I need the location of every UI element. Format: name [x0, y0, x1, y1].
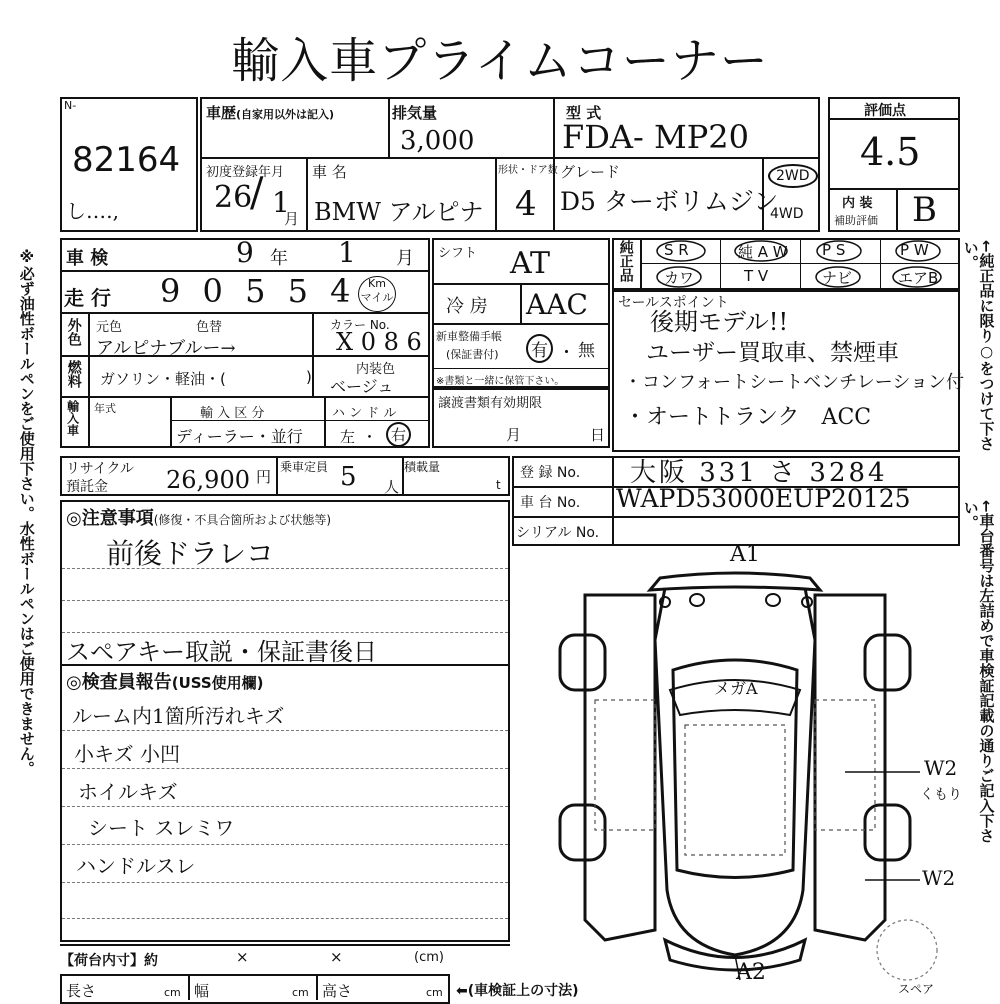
manual-label-2: (保証書付)	[446, 348, 499, 361]
dim-length: 長さ	[66, 982, 97, 1000]
stock-prefix: N-	[64, 99, 77, 112]
grade-4wd: 4WD	[770, 206, 804, 222]
recycle-label-2: 預託金	[66, 479, 108, 495]
inspector-line-0: ルーム内1箇所汚れキズ	[72, 704, 285, 728]
genuine-row1-2: P S	[822, 241, 846, 259]
inspector-line-3: シート スレミワ	[88, 816, 235, 840]
diagram-spare: スペア	[898, 982, 935, 996]
ext-color-change: 色替	[196, 320, 223, 335]
diagram-mega: メガA	[714, 679, 758, 698]
mileage-label: 走 行	[64, 286, 111, 310]
manual-yes: 有	[526, 334, 553, 363]
dim-height: 高さ	[322, 982, 353, 1000]
int-color-label: 内装色	[356, 362, 396, 377]
aircon-value: AAC	[526, 288, 588, 321]
registration-value: 大阪 331 さ 3284	[630, 458, 888, 488]
handle-dot: ・	[362, 428, 378, 446]
first-reg-month: 1	[272, 186, 290, 219]
dims-note: ⬅(車検証上の寸法)	[456, 983, 579, 999]
cargo-unit: (cm)	[414, 950, 444, 965]
transfer-month: 月	[506, 426, 522, 444]
import-year-label: 年式	[94, 402, 116, 415]
fuel-options: ガソリン・軽油・(	[100, 370, 226, 388]
sales-line-0: 後期モデル!!	[650, 308, 789, 336]
dim-height-cm: cm	[426, 986, 443, 999]
aircon-label: 冷 房	[446, 296, 488, 317]
grade-label: グレード	[560, 163, 621, 181]
handle-left: 左	[340, 428, 356, 446]
shaken-year-value: 9	[236, 236, 254, 269]
int-color-value: ベージュ	[330, 377, 394, 396]
shaken-label: 車 検	[66, 248, 109, 269]
manual-note: ※書類と一緒に保管下さい。	[436, 376, 565, 387]
history-label: 車歴(自家用以外は記入)	[206, 104, 335, 122]
doors-label: 形状・ドア数	[498, 165, 558, 176]
dim-width: 幅	[194, 982, 210, 1000]
color-no-value: X 0 8 6	[336, 328, 422, 356]
genuine-label: 純正品	[617, 240, 634, 282]
fuel-close: )	[306, 368, 312, 386]
sales-line-3: ・オートトランク ACC	[624, 405, 872, 430]
cargo-x2: ×	[330, 948, 343, 966]
car-diagram	[545, 550, 960, 990]
inspector-label: ◎検査員報告(USS使用欄)	[66, 672, 264, 693]
inspector-line-1: 小キズ 小凹	[74, 742, 180, 766]
ext-color-orig: 元色	[96, 320, 123, 335]
doors-value: 4	[515, 184, 537, 224]
genuine-row1-1: 純 A W	[738, 243, 788, 261]
transfer-label: 譲渡書類有効期限	[438, 396, 543, 411]
side-note-left: ※必ず油性ボールペンをご使用下さい。水性ボールペンはご使用できません。	[17, 248, 36, 776]
model-label: 型 式	[566, 104, 602, 122]
diagram-a1: A1	[730, 542, 760, 567]
rating-value: 4.5	[860, 130, 921, 174]
manual-no: 無	[578, 341, 595, 361]
recycle-label-1: リサイクル	[66, 461, 135, 477]
grade-2wd: 2WD	[768, 164, 818, 188]
inspector-line-4: ハンドルスレ	[76, 854, 196, 878]
capacity-value: 5	[340, 462, 357, 492]
cargo-x1: ×	[236, 948, 249, 966]
recycle-value: 26,900	[166, 466, 250, 494]
side-note-right-top: ←純正品に限り○をつけて下さい。	[961, 240, 996, 451]
color-no-label: カラー No.	[330, 318, 390, 332]
import-class-label: 輸 入 区 分	[200, 406, 265, 421]
rating-label: 評価点	[864, 103, 906, 119]
cargo-label: 【荷台内寸】約	[60, 953, 158, 969]
genuine-row2-2: ナビ	[822, 269, 853, 287]
transfer-day: 日	[590, 426, 606, 444]
displacement-value: 3,000	[400, 126, 475, 156]
stock-number: 82164	[72, 140, 181, 180]
mileage-value: 9 0 5 5 4	[160, 272, 357, 310]
genuine-row1-0: S R	[664, 241, 689, 259]
sales-label: セールスポイント	[618, 295, 729, 311]
first-reg-year: 26	[214, 180, 253, 215]
displacement-label: 排気量	[392, 104, 438, 122]
shaken-month-value: 1	[338, 236, 356, 269]
interior-label-2: 補助評価	[834, 214, 878, 227]
genuine-row2-1: T V	[744, 267, 769, 285]
manual-label-1: 新車整備手帳	[436, 330, 502, 343]
genuine-circles	[612, 238, 960, 290]
page-title: 輸入車プライムコーナー	[231, 33, 769, 89]
inspector-line-2: ホイルキズ	[78, 780, 178, 804]
diagram-w2a: W2	[924, 756, 958, 780]
ext-color-label: 外色	[65, 318, 82, 346]
capacity-label: 乗車定員	[280, 460, 329, 474]
stock-scribble: し‥‥,	[66, 199, 120, 223]
car-name-label: 車 名	[312, 163, 347, 181]
genuine-row1-3: P W	[900, 241, 929, 259]
sales-line-1: ユーザー買取車、禁煙車	[646, 340, 899, 366]
import-class-value: ディーラー・並行	[176, 427, 303, 446]
sales-line-2: ・コンフォートシートベンチレーション付	[624, 372, 965, 393]
side-note-right-bottom: ←車台番号は左詰めで車検証記載の通りご記入下さい。	[961, 500, 996, 843]
dim-width-cm: cm	[292, 986, 309, 999]
shaken-month-unit: 月	[396, 248, 414, 269]
registration-label: 登 録 No.	[520, 465, 581, 481]
diagram-kumo: くもり	[920, 787, 962, 803]
chassis-value: WAPD53000EUP20125	[616, 484, 911, 513]
diagram-w2b: W2	[922, 866, 956, 890]
capacity-unit: 人	[384, 478, 400, 496]
dim-length-cm: cm	[164, 986, 181, 999]
notes-label: ◎注意事項(修復・不具合箇所および状態等)	[66, 508, 332, 529]
interior-value: B	[912, 190, 937, 230]
import-label: 輸入車	[65, 400, 80, 436]
notes-line-2: スペアキー取説・保証書後日	[66, 638, 378, 666]
notes-line-1: 前後ドラレコ	[106, 537, 275, 570]
load-label: 積載量	[404, 460, 441, 474]
first-reg-slash: /	[250, 170, 264, 216]
manual-dot: ・	[558, 343, 575, 363]
genuine-row2-0: カワ	[664, 269, 695, 287]
serial-label: シリアル No.	[516, 525, 600, 541]
handle-right: 右	[386, 422, 411, 447]
fuel-label: 燃料	[65, 360, 82, 388]
first-reg-month-unit: 月	[284, 210, 300, 228]
ext-color-value: アルピナブルー→	[96, 338, 236, 359]
handle-label: ハ ン ド ル	[332, 406, 397, 421]
shift-value: AT	[510, 246, 551, 281]
recycle-unit: 円	[256, 468, 272, 486]
interior-label-1: 内 装	[842, 196, 873, 211]
chassis-label: 車 台 No.	[520, 495, 581, 511]
load-unit: t	[496, 478, 501, 492]
model-value: FDA- MP20	[562, 118, 749, 156]
shaken-year-unit: 年	[270, 248, 288, 269]
mileage-unit: Km マイル	[358, 276, 396, 312]
grade-value: D5 ターボリムジン	[560, 187, 779, 216]
genuine-row2-3: エアB	[898, 269, 939, 287]
diagram-a2: A2	[736, 960, 766, 985]
shift-label: シフト	[438, 246, 478, 261]
car-name-value: BMW アルピナ	[314, 198, 484, 226]
first-reg-label: 初度登録年月	[206, 165, 285, 180]
